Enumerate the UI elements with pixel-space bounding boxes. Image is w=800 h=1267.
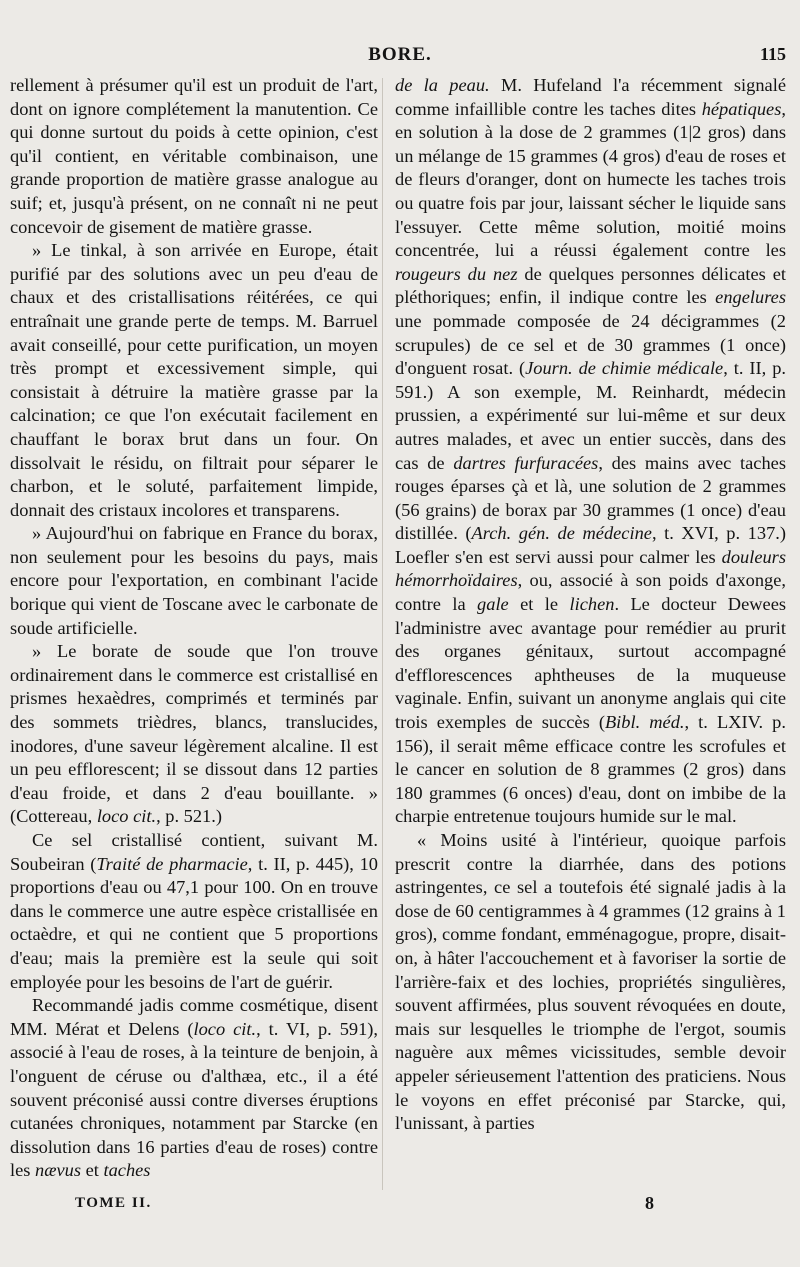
text-run: « Moins usité à l'intérieur, quoique parfois prescrit contre la diarrhée, dans des potions astringentes, ce sel a toutefois été signalé jadis à la dose de 60 centigrammes à 4 grammes (12 grains à 1 gros), comme fondant, emménagogue, propre, disait-on, à hâter l'accouchement et à favoriser la sortie de l'arrière-faix et des lochies, propriétés singulières, souvent affirmées, plus souvent révoquées en doute, mais sur lesquelles le triomphe de l'ergot, soumis naguère aux mêmes vicissitudes, semble devoir appeler sérieusement l'attention des praticiens. Nous le voyons en effet préconisé par Starcke, qui, l'unissant, à parties bbox=[395, 830, 786, 1134]
italic-text: Journ. de chimie médicale bbox=[525, 358, 724, 379]
page-footer bbox=[0, 1195, 800, 1221]
left-column bbox=[10, 74, 378, 1190]
paragraph bbox=[10, 640, 378, 829]
text-run: une pommade composée de 24 décigrammes (2 scrupules) de ce sel et de 30 grammes (1 once) d'onguent rosat. ( bbox=[395, 310, 786, 379]
page-header bbox=[0, 42, 800, 72]
text-run: et le bbox=[508, 594, 570, 615]
text-run: et bbox=[81, 1160, 104, 1181]
running-title: BORE. bbox=[368, 44, 432, 65]
italic-text: Bibl. méd. bbox=[604, 712, 685, 733]
text-run: . Le docteur Dewees l'administre avec avantage pour remédier au prurit des organes génitaux, surtout accompagné d'efflorescences aphtheuses de la muqueuse vaginale. Enfin, suivant un anonyme anglais qui cite trois exemples de succès ( bbox=[395, 594, 786, 733]
text-run: » Aujourd'hui on fabrique en France du borax, non seulement pour les besoins du pays, mais encore pour l'exportation, en combinant l'acide borique qui vient de Toscane avec le carbonate de soude artificielle. bbox=[10, 523, 378, 638]
italic-text: gale bbox=[477, 594, 509, 615]
text-run: , t. VI, p. 591), associé à l'eau de roses, à la teinture de benjoin, à l'onguent de céruse ou d'althæa, etc., il a été souvent préconisé aussi contre diverses éruptions cutanées chroniques, notamment par Starcke (en dissolution dans 16 parties d'eau de roses) contre les bbox=[10, 1018, 378, 1181]
text-run: , t. LXIV. p. 156), il serait même efficace contre les scrofules et le cancer en solution de 8 grammes (2 gros) dans 180 grammes (6 onces) d'eau, dont on imbibe de la charpie entretenue toujours humide sur le mal. bbox=[395, 712, 786, 827]
italic-text: Traité de pharmacie bbox=[96, 853, 248, 874]
italic-text: dartres furfuracées bbox=[453, 452, 599, 473]
text-run: de quelques personnes délicates et pléthoriques; enfin, il indique contre les bbox=[395, 263, 786, 308]
italic-text: loco cit. bbox=[193, 1018, 257, 1039]
text-run: Ce sel cristallisé contient, suivant M. Soubeiran ( bbox=[10, 830, 378, 874]
text-run: , en solution à la dose de 2 grammes (1|2 gros) dans un mélange de 15 grammes (4 gros) d'eau de roses et de fleurs d'oranger, dont on humecte les taches trois ou quatre fois par jour, laissant sécher le liquide sans l'essuyer. Cette même solution, moitié moins concentrée, lui a réussi également contre les bbox=[395, 98, 786, 261]
column-divider bbox=[382, 78, 383, 1190]
gathering-signature: 8 bbox=[645, 1193, 654, 1213]
paragraph bbox=[10, 239, 378, 522]
paragraph bbox=[395, 74, 786, 829]
italic-text: taches bbox=[103, 1160, 151, 1181]
paragraph bbox=[10, 829, 378, 994]
page-number: 115 bbox=[759, 44, 786, 64]
italic-text: nævus bbox=[35, 1160, 82, 1181]
italic-text: douleurs hémorrhoïdaires bbox=[395, 546, 786, 591]
text-run: , des mains avec taches rouges éparses çà et là, une solution de 2 grammes (56 grains) de borax par 30 grammes (1 once) d'eau distillée. ( bbox=[395, 452, 786, 544]
text-run: , t. XVI, p. 137.) Loefler s'en est servi aussi pour calmer les bbox=[395, 523, 786, 567]
text-run: , t. II, p. 445), 10 proportions d'eau ou 47,1 pour 100. On en trouve dans le commerce une autre espèce cristallisée en octaèdre, et qui ne contient que 5 proportions d'eau; mais la première est la seule qui soit employée pour les besoins de l'art de guérir. bbox=[10, 853, 378, 992]
italic-text: de la peau. bbox=[395, 75, 490, 95]
text-run: » Le tinkal, à son arrivée en Europe, était purifié par des solutions avec un peu d'eau de chaux et des cristallisations réitérées, ce qui entraînait une grande perte de temps. M. Barruel avait conseillé, pour cette purification, un moyen très prompt et excessivement simple, qui consistait à détruire la matière grasse par la calcination; ce que l'on exécutait facilement en chauffant le borax brut dans un four. On dissolvait le résidu, on filtrait pour séparer le charbon, et le soluté, parfaitement limpide, donnait des cristaux incolores et transparens. bbox=[10, 240, 378, 520]
italic-text: lichen bbox=[569, 594, 615, 615]
text-run: Recommandé jadis comme cosmétique, disent MM. Mérat et Delens ( bbox=[10, 995, 378, 1039]
text-run: , p. 521.) bbox=[156, 806, 222, 827]
italic-text: rougeurs du nez bbox=[395, 263, 518, 284]
text-run: rellement à présumer qu'il est un produit de l'art, dont on ignore complétement la manutention. Ce qui donne surtout du poids à cette opinion, c'est qu'il contient, en véritable combinaison, une grande proportion de matière grasse analogue au suif; et, jusqu'à présent, on ne connaît ni ne peut concevoir de gisement de matière grasse. bbox=[10, 75, 378, 237]
italic-text: Arch. gén. de médecine bbox=[471, 523, 652, 544]
paragraph bbox=[10, 522, 378, 640]
text-run: » Le borate de soude que l'on trouve ordinairement dans le commerce est cristallisé en prismes hexaèdres, comprimés et terminés par des sommets trièdres, blancs, translucides, inodores, d'une saveur légèrement alcaline. Il est un peu efflorescent; il se dissout dans 12 parties d'eau froide, et dans 2 d'eau bouillante. » (Cottereau, bbox=[10, 641, 378, 827]
paragraph bbox=[395, 829, 786, 1136]
text-run: , ou, associé à son poids d'axonge, contre la bbox=[395, 570, 786, 615]
text-run: M. Hufeland l'a récemment signalé comme infaillible contre les taches dites bbox=[395, 75, 786, 119]
right-column bbox=[395, 74, 786, 1190]
italic-text: loco cit. bbox=[96, 806, 157, 827]
italic-text: hépatiques bbox=[701, 98, 782, 119]
paragraph bbox=[10, 994, 378, 1183]
paragraph bbox=[10, 74, 378, 239]
text-run: , t. II, p. 591.) A son exemple, M. Reinhardt, médecin prussien, a expérimenté sur lui-même et sur deux autres malades, et avec un entier succès, dans des cas de bbox=[395, 358, 786, 473]
italic-text: engelures bbox=[715, 287, 786, 308]
volume-signature: TOME II. bbox=[75, 1195, 152, 1211]
